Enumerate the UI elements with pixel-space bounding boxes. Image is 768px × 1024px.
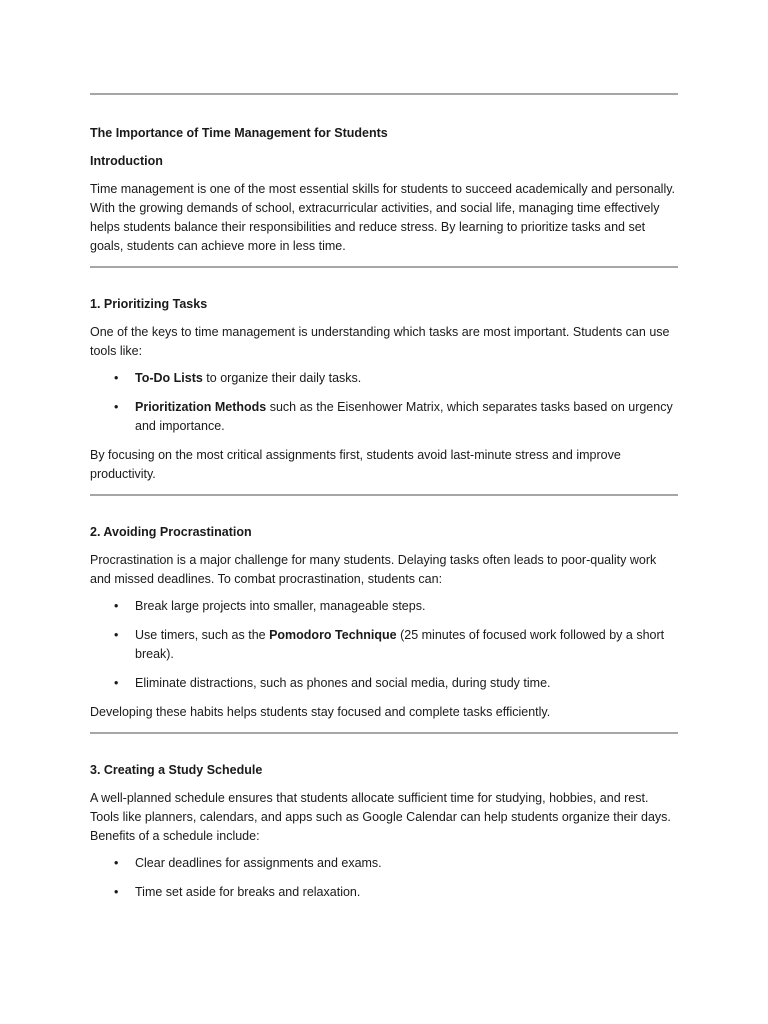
bullet-icon: •	[114, 628, 119, 642]
bold-term: Pomodoro Technique	[269, 628, 397, 642]
bullet-list	[90, 597, 678, 693]
bullet-icon: •	[114, 400, 119, 414]
list-item	[90, 597, 678, 616]
list-item-text: (25 minutes of focused work followed by a short break).	[135, 628, 665, 661]
list-item-text: Time set aside for breaks and relaxation.	[135, 885, 361, 899]
horizontal-rule	[90, 266, 678, 268]
document-body	[90, 93, 678, 912]
section-heading-avoiding-procrastination: 2. Avoiding Procrastination	[90, 525, 252, 539]
list-item	[90, 398, 678, 436]
section-closing-paragraph: By focusing on the most critical assignments first, students avoid last-minute stress and improve productivity.	[90, 448, 621, 481]
bullet-icon: •	[114, 371, 119, 385]
list-item-text: Break large projects into smaller, manageable steps.	[135, 599, 426, 613]
section-paragraph: One of the keys to time management is understanding which tasks are most important. Students can use tools like:	[90, 325, 670, 358]
bullet-icon: •	[114, 885, 119, 899]
horizontal-rule	[90, 494, 678, 496]
list-item-text: Clear deadlines for assignments and exams.	[135, 856, 382, 870]
section-closing-paragraph: Developing these habits helps students stay focused and complete tasks efficiently.	[90, 705, 551, 719]
bullet-list	[90, 854, 678, 902]
bold-term: Prioritization Methods	[135, 400, 267, 414]
section-heading-creating-study-schedule: 3. Creating a Study Schedule	[90, 763, 263, 777]
horizontal-rule	[90, 732, 678, 734]
list-item	[90, 674, 678, 693]
bold-term: To-Do Lists	[135, 371, 203, 385]
section-paragraph: Procrastination is a major challenge for many students. Delaying tasks often leads to poor-quality work and missed deadlines. To combat procrastination, students can:	[90, 553, 657, 586]
bullet-list	[90, 369, 678, 436]
section-paragraph: A well-planned schedule ensures that students allocate sufficient time for studying, hobbies, and rest. Tools like planners, calendars, and apps such as Google Calendar can help students organize their days. Benefits of a schedule include:	[90, 791, 671, 843]
list-item-text: Eliminate distractions, such as phones and social media, during study time.	[135, 676, 551, 690]
section-heading-prioritizing-tasks: 1. Prioritizing Tasks	[90, 297, 208, 311]
intro-heading: Introduction	[90, 154, 163, 168]
list-item	[90, 883, 678, 902]
list-item-text: such as the Eisenhower Matrix, which separates tasks based on urgency and importance.	[135, 400, 673, 433]
bullet-icon: •	[114, 676, 119, 690]
list-item	[90, 626, 678, 664]
document-title: The Importance of Time Management for Students	[90, 126, 388, 140]
bullet-icon: •	[114, 856, 119, 870]
list-item-text: Use timers, such as the	[135, 628, 270, 642]
list-item	[90, 854, 678, 873]
bullet-icon: •	[114, 599, 119, 613]
intro-paragraph: Time management is one of the most essential skills for students to succeed academically and personally. With the growing demands of school, extracurricular activities, and social life, managing time effectively helps students balance their responsibilities and reduce stress. By learning to prioritize tasks and set goals, students can achieve more in less time.	[90, 182, 676, 253]
horizontal-rule	[90, 93, 678, 95]
list-item-text: to organize their daily tasks.	[202, 371, 362, 385]
list-item	[90, 369, 678, 388]
